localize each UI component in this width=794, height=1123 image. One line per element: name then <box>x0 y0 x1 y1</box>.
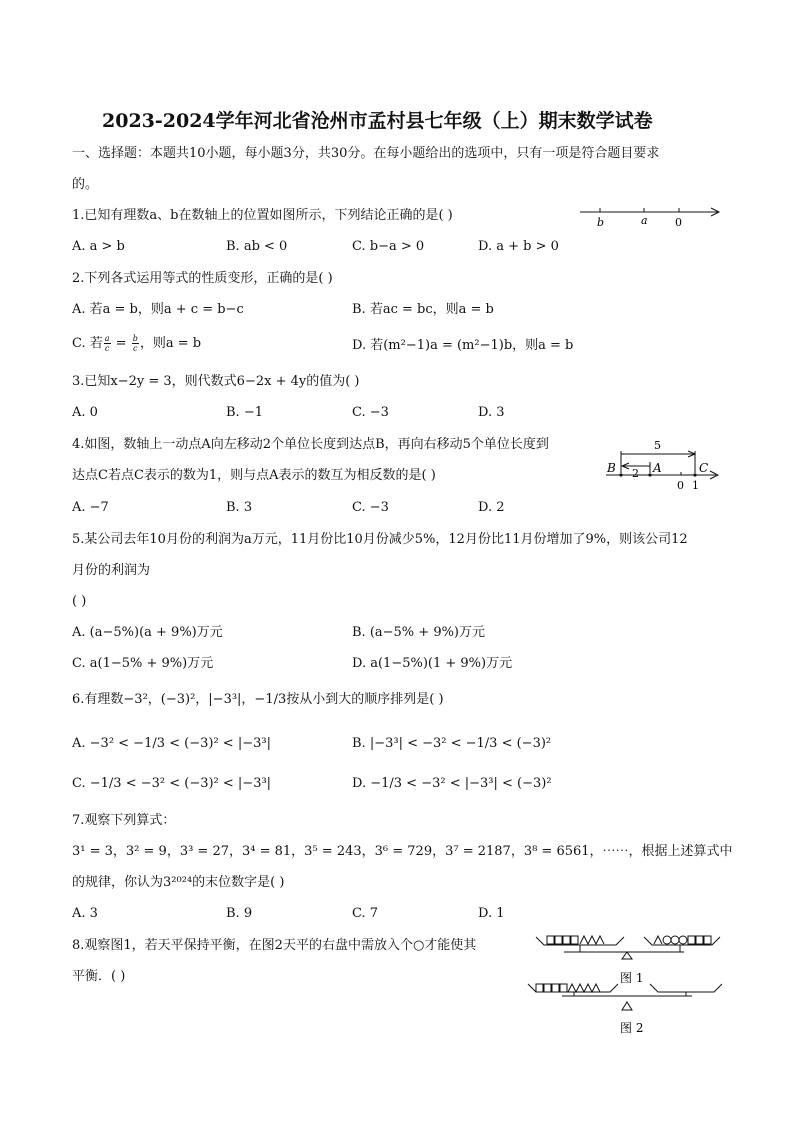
fig2-caption: 图 2 <box>620 1021 644 1035</box>
q8-balance-figures <box>524 928 724 1040</box>
q5-stem-line2: 月份的利润为 <box>72 563 151 578</box>
q7-option-b[interactable]: B. 9 <box>226 906 253 921</box>
q4-label-C: C <box>699 461 709 475</box>
q7-option-c[interactable]: C. 7 <box>352 906 379 921</box>
q8-stem-line2: 平衡．( ) <box>72 969 126 984</box>
q5-option-b[interactable]: B. (a−5% + 9%)万元 <box>352 625 486 640</box>
q5-option-c[interactable]: C. a(1−5% + 9%)万元 <box>72 656 214 671</box>
q1-axis-label-0: 0 <box>675 216 682 229</box>
page-title: 2023-2024学年河北省沧州市孟村县七年级（上）期末数学试卷 <box>102 110 653 132</box>
q6-option-a[interactable]: A. −3² < −1/3 < (−3)² < |−3³| <box>72 736 271 751</box>
section-header-cont: 的。 <box>72 177 99 192</box>
q4-top-length: 5 <box>654 439 661 452</box>
fraction: $\frac{b}{c}$ <box>132 334 138 353</box>
q4-option-a[interactable]: A. −7 <box>72 500 109 515</box>
q2-option-d[interactable]: D. 若(m²−1)a = (m²−1)b，则a = b <box>352 338 574 353</box>
q8-stem-line1: 8.观察图1，若天平保持平衡，在图2天平的右盘中需放入个○才能使其 <box>72 938 477 953</box>
q1-stem: 1.已知有理数a、b在数轴上的位置如图所示，下列结论正确的是( ) <box>72 208 453 223</box>
q5-stem-line3: ( ) <box>72 594 87 609</box>
q3-option-d[interactable]: D. 3 <box>478 405 505 420</box>
q6-option-c[interactable]: C. −1/3 < −3² < (−3)² < |−3³| <box>72 776 272 791</box>
q2-stem: 2.下列各式运用等式的性质变形，正确的是( ) <box>72 271 333 286</box>
q1-number-line <box>578 202 728 230</box>
q2-option-a[interactable]: A. 若a = b，则a + c = b−c <box>72 302 244 317</box>
q7-option-d[interactable]: D. 1 <box>478 906 505 921</box>
q5-stem-line1: 5.某公司去年10月份的利润为a万元，11月份比10月份减少5%，12月份比11月份增加了9%，则该公司12 <box>72 532 688 547</box>
q7-stem: 7.观察下列算式： <box>72 813 176 828</box>
q6-stem: 6.有理数−3²，(−3)²，|−3³|，−1/3按从小到大的顺序排列是( ) <box>72 692 444 707</box>
q4-option-d[interactable]: D. 2 <box>478 500 505 515</box>
fraction: $\frac{a}{c}$ <box>104 334 110 353</box>
q3-stem: 3.已知x−2y = 3，则代数式6−2x + 4y的值为( ) <box>72 374 360 389</box>
q6-option-b[interactable]: B. |−3³| < −3² < −1/3 < (−3)² <box>352 736 552 751</box>
q4-bot-length: 2 <box>632 467 639 480</box>
q1-option-c[interactable]: C. b−a > 0 <box>352 239 425 254</box>
q1-axis-label-a: a <box>641 214 648 227</box>
q5-option-d[interactable]: D. a(1−5%)(1 + 9%)万元 <box>352 656 513 671</box>
q1-option-d[interactable]: D. a + b > 0 <box>478 239 559 254</box>
section-header: 一、选择题：本题共10小题，每小题3分，共30分。在每小题给出的选项中，只有一项是符合题目要求 <box>72 146 660 161</box>
q4-option-b[interactable]: B. 3 <box>226 500 253 515</box>
q3-option-b[interactable]: B. −1 <box>226 405 263 420</box>
q7-option-a[interactable]: A. 3 <box>72 906 98 921</box>
q2-option-c-prefix: C. 若 <box>72 336 103 351</box>
q7-sequence-line: 3¹ = 3，3² = 9，3³ = 27，3⁴ = 81，3⁵ = 243，3⁶ = 729，3⁷ = 2187，3⁸ = 6561，⋯⋯，根据上述算式中 <box>72 844 733 859</box>
q4-label-one: 1 <box>692 479 699 492</box>
fig1-caption: 图 1 <box>620 971 644 985</box>
q4-label-B: B <box>607 461 616 475</box>
q6-option-d[interactable]: D. −1/3 < −3² < |−3³| < (−3)² <box>352 776 552 791</box>
q3-option-c[interactable]: C. −3 <box>352 405 389 420</box>
q2-option-b[interactable]: B. 若ac = bc，则a = b <box>352 302 494 317</box>
q2-option-c-suffix: ，则a = b <box>139 336 202 351</box>
q2-option-c[interactable]: C. 若 $\frac{a}{c}$ = $\frac{b}{c}$ ，则a = b <box>72 334 202 353</box>
q5-option-a[interactable]: A. (a−5%)(a + 9%)万元 <box>72 625 223 640</box>
q1-option-b[interactable]: B. ab < 0 <box>226 239 288 254</box>
q4-stem-line2: 达点C若点C表示的数为1，则与点A表示的数互为相反数的是( ) <box>72 468 436 483</box>
q4-option-c[interactable]: C. −3 <box>352 500 389 515</box>
q4-label-zero: 0 <box>677 479 684 492</box>
q3-option-a[interactable]: A. 0 <box>72 405 98 420</box>
q1-axis-label-b: b <box>597 216 605 229</box>
q7-stem-line3: 的规律，你认为3²⁰²⁴的末位数字是( ) <box>72 875 285 890</box>
q4-stem-line1: 4.如图，数轴上一动点A向左移动2个单位长度到达点B，再向右移动5个单位长度到 <box>72 437 549 452</box>
q4-number-line-figure <box>604 436 724 494</box>
q1-option-a[interactable]: A. a > b <box>72 239 125 254</box>
q4-label-A: A <box>653 461 662 475</box>
